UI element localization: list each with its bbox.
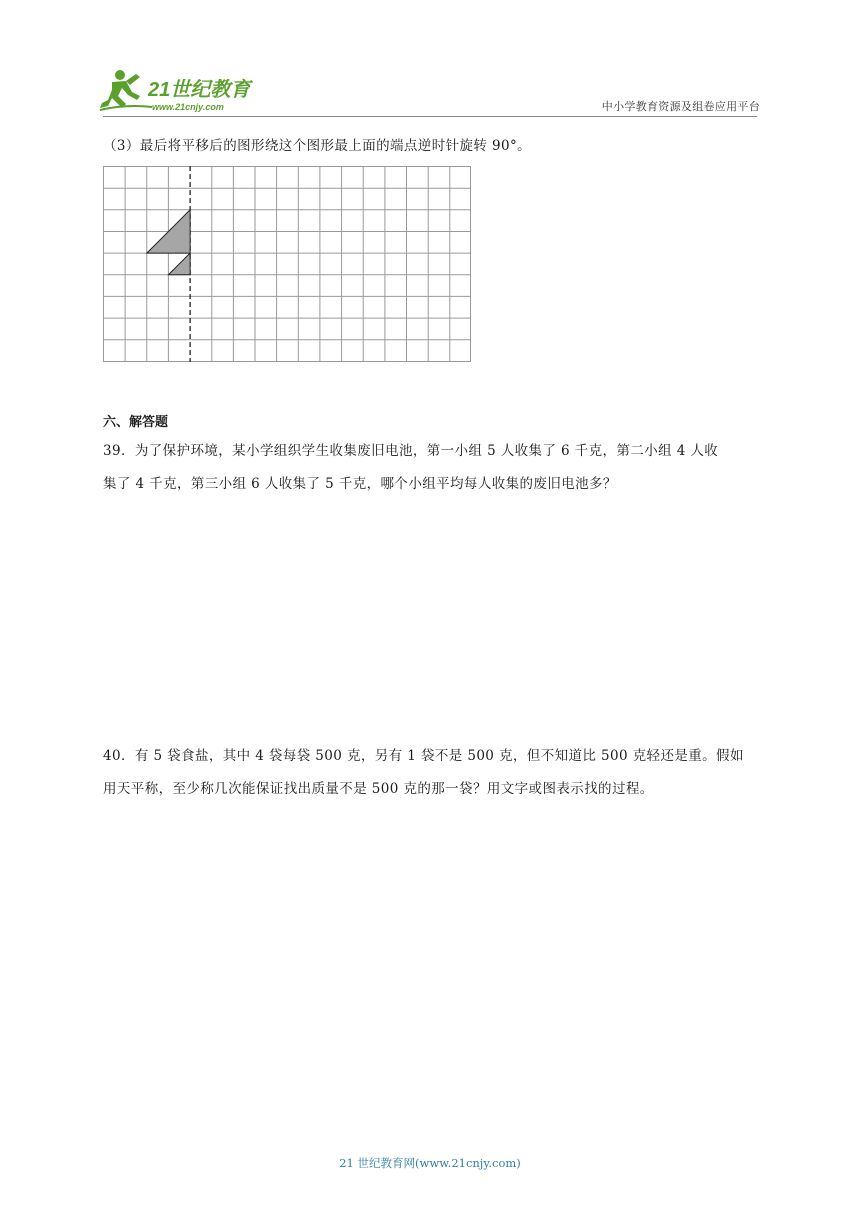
q39-line2: 集了 4 千克，第三小组 6 人收集了 5 千克，哪个小组平均每人收集的废旧电池多？ bbox=[103, 476, 617, 492]
q39-line1: 39．为了保护环境，某小学组织学生收集废旧电池，第一小组 5 人收集了 6 千克，第二小组 4 人收 bbox=[103, 443, 719, 459]
q40-line2: 用天平称，至少称几次能保证找出质量不是 500 克的那一袋？用文字或图表示找的过程。 bbox=[103, 781, 654, 797]
logo-url: www.21cnjy.com bbox=[152, 102, 224, 112]
small-triangle bbox=[168, 253, 190, 275]
footer-text[interactable]: 21 世纪教育网(www.21cnjy.com) bbox=[339, 1156, 521, 1170]
header-platform-text: 中小学教育资源及组卷应用平台 bbox=[601, 100, 760, 113]
runner-icon bbox=[100, 70, 152, 110]
section-title: 六、解答题 bbox=[103, 415, 169, 430]
grid-lines bbox=[103, 166, 471, 362]
header-divider bbox=[103, 116, 757, 117]
grid-figure bbox=[103, 166, 471, 362]
logo bbox=[96, 66, 266, 116]
q40-line1: 40．有 5 袋食盐，其中 4 袋每袋 500 克，另有 1 袋不是 500 克，但不知道比 500 克轻还是重。假如 bbox=[103, 748, 744, 764]
q3-text: （3）最后将平移后的图形绕这个图形最上面的端点逆时针旋转 90°。 bbox=[103, 138, 532, 154]
logo-text: 21世纪教育 bbox=[148, 79, 251, 101]
